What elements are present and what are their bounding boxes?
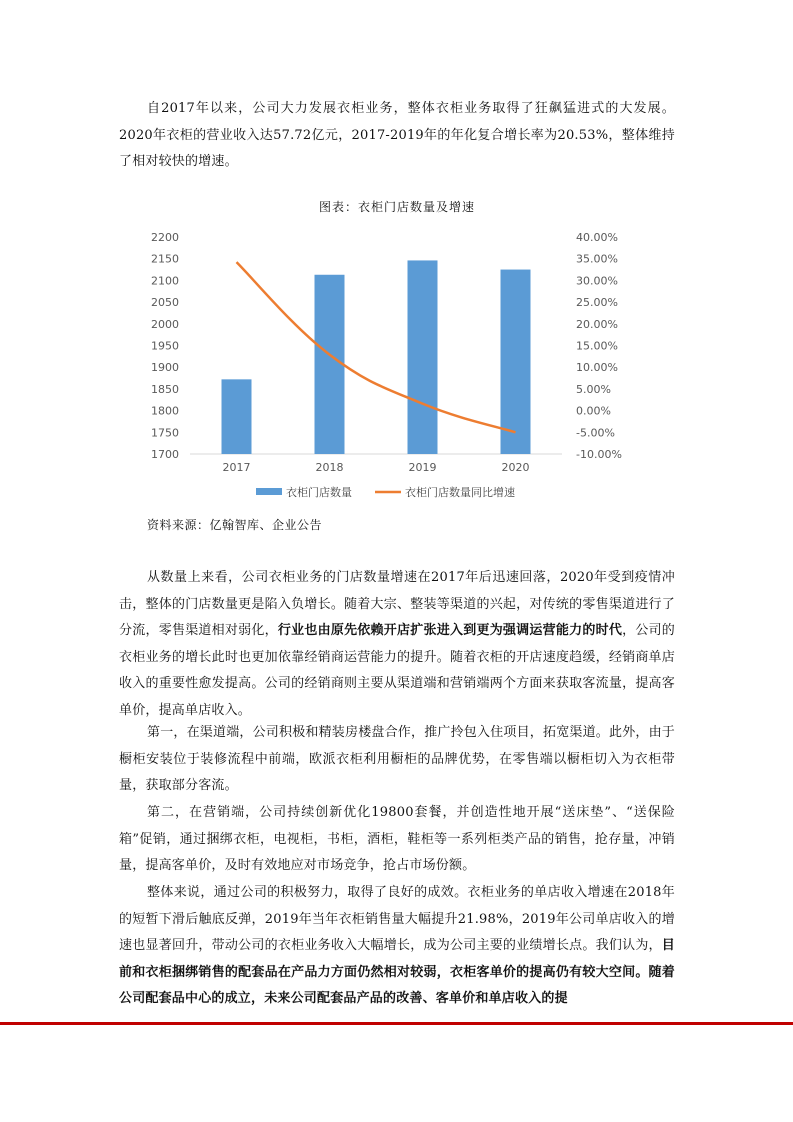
right-tick-label: 35.00% <box>576 252 618 266</box>
legend-label-line: 衣柜门店数量同比增速 <box>405 486 515 499</box>
left-tick-label: 1800 <box>151 404 179 418</box>
source-note: 资料来源：亿翰智库、企业公告 <box>147 518 323 532</box>
right-tick-label: 30.00% <box>576 274 618 288</box>
left-tick-label: 1750 <box>151 426 179 440</box>
p5-bold-text: 目前和衣柜捆绑销售的配套品在产品力方面仍然相对较弱，衣柜客单价的提高仍有较大空间。随着公司配套品中心的成立，未来公司配套品产品的改善、客单价和单店收入的提 <box>119 938 675 1006</box>
channel-paragraph: 第一，在渠道端，公司积极和精装房楼盘合作，推广拎包入住项目，拓宽渠道。此外，由于橱柜安装位于装修流程中前端，欧派衣柜利用橱柜的品牌优势，在零售端以橱柜切入为衣柜带量，获取部分客流。 <box>119 725 676 793</box>
intro-paragraph: 自2017年以来，公司大力发展衣柜业务，整体衣柜业务取得了狂飙猛进式的大发展。2020年衣柜的营业收入达57.72亿元，2017-2019年的年化复合增长率为20.53%，整体维持了相对较快的增速。 <box>119 101 675 169</box>
left-tick-label: 2000 <box>151 317 179 331</box>
legend-swatch-bars <box>256 488 282 495</box>
right-tick-label: -10.00% <box>576 448 622 461</box>
left-tick-label: 2050 <box>151 296 179 310</box>
x-tick-label: 2018 <box>315 461 344 474</box>
right-tick-label: 20.00% <box>576 317 618 331</box>
left-tick-label: 1850 <box>151 382 179 396</box>
p2-bold-text: 行业也由原先依赖开店扩张进入到更为强调运营能力的时代 <box>277 623 623 638</box>
left-tick-label: 2150 <box>151 252 179 266</box>
left-tick-label: 2200 <box>151 231 179 244</box>
left-tick-label: 1950 <box>151 339 179 353</box>
right-tick-label: 10.00% <box>576 361 618 375</box>
x-tick-label: 2020 <box>501 461 530 474</box>
p5-text-a: 整体来说，通过公司的积极努力，取得了良好的成效。衣柜业务的单店收入增速在2018年的短暂下滑后触底反弹，2019年当年衣柜销售量大幅提升21.98%，2019年公司单店收入的增速也显著回升，带动公司的衣柜业务收入大幅增长，成为公司主要的业绩增长点。我们认为， <box>119 885 675 953</box>
summary-paragraph <box>119 880 675 1013</box>
x-tick-label: 2017 <box>222 461 251 474</box>
right-tick-label: 25.00% <box>576 296 618 310</box>
store-count-chart <box>119 198 675 508</box>
growth-line <box>237 262 516 432</box>
bar <box>501 270 531 454</box>
marketing-paragraph: 第二，在营销端，公司持续创新优化19800套餐，并创造性地开展“送床垫”、“送保险箱”促销，通过捆绑衣柜，电视柜，书柜，酒柜，鞋柜等一系列柜类产品的销售，抢存量，冲销量，提高客单价，及时有效地应对市场竞争，抢占市场份额。 <box>119 805 675 873</box>
right-tick-label: -5.00% <box>576 426 615 440</box>
right-tick-label: 15.00% <box>576 339 618 353</box>
left-tick-label: 2100 <box>151 274 179 288</box>
right-tick-label: 5.00% <box>576 382 611 396</box>
legend-label-bars: 衣柜门店数量 <box>286 486 352 499</box>
right-tick-label: 0.00% <box>576 404 611 418</box>
left-tick-label: 1900 <box>151 361 179 375</box>
left-tick-label: 1700 <box>151 448 179 461</box>
bar <box>222 379 252 454</box>
bar <box>315 275 345 454</box>
chart-title: 图表：衣柜门店数量及增速 <box>318 200 475 214</box>
p2-text-a: 从数量上来看，公司衣柜业务的门店数量增速在2017年后迅速回落，2020年受到疫情冲击，整体的门店数量更是陷入负增长。随着大宗、整装等渠道的兴起，对传统的零售渠道进行了分流，零售渠道相对弱化， <box>119 570 675 638</box>
footer-rule <box>0 1022 793 1025</box>
x-tick-label: 2019 <box>408 461 437 474</box>
store-count-analysis-paragraph <box>119 565 675 724</box>
p2-text-b: ，公司的衣柜业务的增长此时也更加依靠经销商运营能力的提升。随着衣柜的开店速度趋缓，经销商单店收入的重要性愈发提高。公司的经销商则主要从渠道端和营销端两个方面来获取客流量，提高客单价，提高单店收入。 <box>119 623 675 718</box>
right-tick-label: 40.00% <box>576 231 618 244</box>
bar <box>408 260 438 454</box>
chart-canvas <box>119 198 675 508</box>
